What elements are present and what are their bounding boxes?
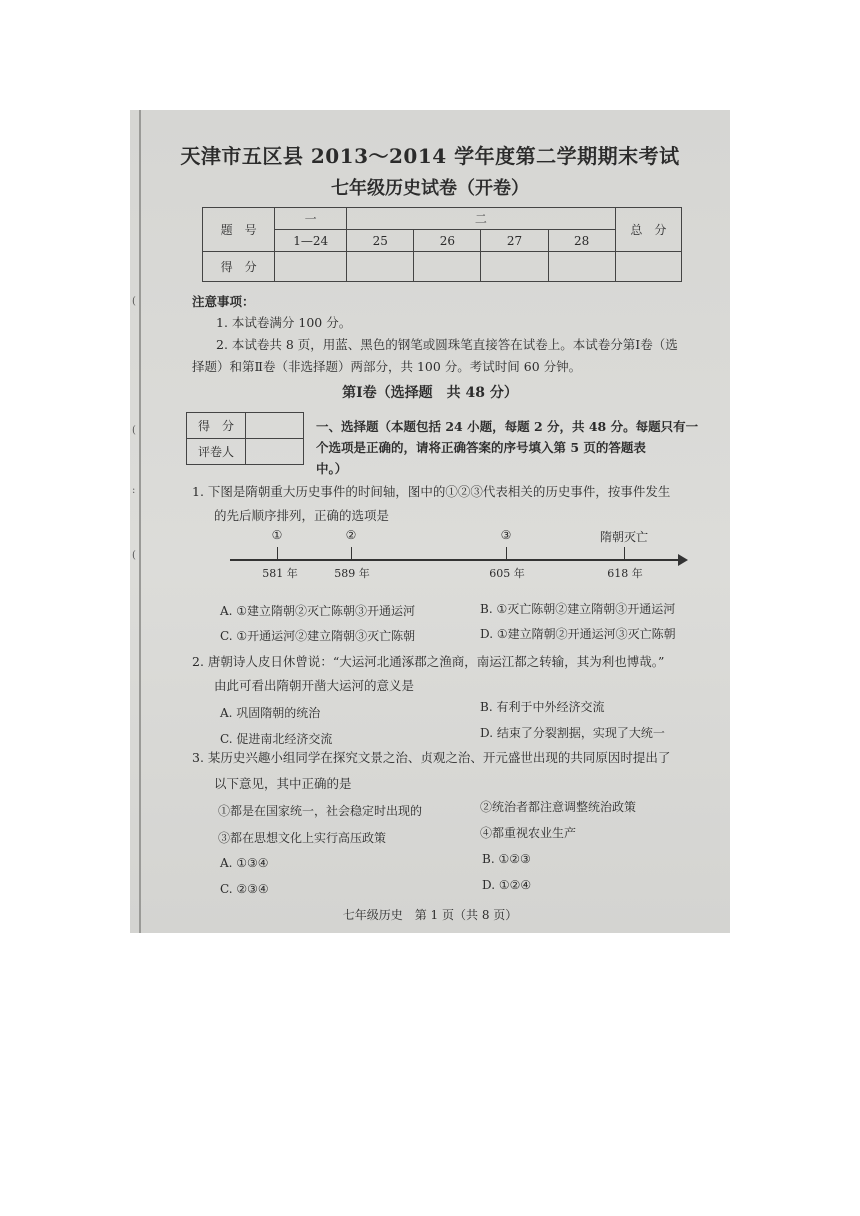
notes-heading: 注意事项： [192, 294, 255, 309]
timeline-tick [624, 547, 625, 559]
grader-name-label: 评卷人 [187, 439, 246, 465]
score-cell [615, 252, 681, 282]
statement: ①都是在国家统一，社会稳定时出现的 [218, 804, 423, 818]
timeline-year-label: 589 年 [334, 567, 370, 580]
answer-option: A. 巩固隋朝的统治 [220, 706, 321, 720]
score-cell [347, 252, 414, 282]
note-item: 2. 本试卷共 8 页，用蓝、黑色的钢笔或圆珠笔直接答在试卷上。本试卷分第Ⅰ卷（选 [216, 337, 678, 352]
exam-title: 天津市五区县 2013～2014 学年度第二学期期末考试 [180, 144, 680, 168]
section-instructions: 个选项是正确的，请将正确答案的序号填入第 5 页的答题表 [316, 440, 646, 455]
score-col-header: 26 [414, 230, 481, 252]
answer-option: D. 结束了分裂割据，实现了大统一 [480, 726, 665, 740]
grader-score-label: 得 分 [187, 413, 246, 439]
answer-option: C. ①开通运河②建立隋朝③灭亡陈朝 [220, 629, 416, 643]
section-instructions: 一、选择题（本题包括 24 小题，每题 2 分，共 48 分。每题只有一 [316, 419, 699, 434]
timeline-event-label: 隋朝灭亡 [599, 530, 649, 544]
score-table [202, 207, 682, 282]
timeline-year-label: 581 年 [262, 567, 298, 580]
timeline-event-label: ① [271, 528, 283, 542]
timeline-event-label: ② [345, 528, 357, 542]
score-col-header: 25 [347, 230, 414, 252]
answer-option: A. ①建立隋朝②灭亡陈朝③开通运河 [220, 604, 416, 618]
statement: ②统治者都注意调整统治政策 [480, 800, 637, 814]
question-text: 2. 唐朝诗人皮日休曾说：“大运河北通涿郡之渔商，南运江都之转输，其为利也博哉。” [192, 654, 665, 669]
timeline-arrow [678, 554, 688, 566]
timeline-tick [506, 547, 507, 559]
statement: ③都在思想文化上实行高压政策 [218, 831, 387, 845]
page-fold-line [139, 110, 141, 933]
note-item: 择题）和第Ⅱ卷（非选择题）两部分，共 100 分。考试时间 60 分钟。 [192, 359, 582, 374]
question-text: 以下意见，其中正确的是 [214, 776, 352, 791]
timeline-axis [230, 559, 680, 561]
timeline-year-label: 618 年 [607, 567, 643, 580]
exam-subtitle: 七年级历史试卷（开卷） [331, 178, 529, 199]
score-col-header: 1—24 [275, 230, 347, 252]
section-heading: 第Ⅰ卷（选择题 共 48 分） [342, 385, 518, 401]
part-one-header: 一 [275, 208, 347, 230]
question-text: 1. 下图是隋朝重大历史事件的时间轴，图中的①②③代表相关的历史事件，按事件发生 [192, 484, 671, 499]
grader-table [186, 412, 304, 465]
total-score-label: 总 分 [615, 208, 681, 252]
timeline-year-label: 605 年 [489, 567, 525, 580]
answer-option: D. ①建立隋朝②开通运河③灭亡陈朝 [480, 627, 676, 641]
score-cell [548, 252, 615, 282]
timeline-tick [277, 547, 278, 559]
answer-option: B. 有利于中外经济交流 [480, 700, 605, 714]
score-col-header: 28 [548, 230, 615, 252]
timeline-tick [351, 547, 352, 559]
edge-mark: ( [132, 550, 136, 561]
answer-option: B. ①灭亡陈朝②建立隋朝③开通运河 [480, 602, 676, 616]
question-text: 由此可看出隋朝开凿大运河的意义是 [214, 678, 415, 693]
edge-mark: ( [132, 425, 136, 436]
answer-option: C. 促进南北经济交流 [220, 732, 333, 746]
score-col-header: 27 [481, 230, 548, 252]
page-footer: 七年级历史 第 1 页（共 8 页） [342, 908, 518, 922]
question-text: 3. 某历史兴趣小组同学在探究文景之治、贞观之治、开元盛世出现的共同原因时提出了 [192, 750, 671, 765]
answer-option: B. ①②③ [482, 852, 531, 866]
part-two-header: 二 [347, 208, 615, 230]
question-text: 的先后顺序排列，正确的选项是 [214, 508, 390, 523]
score-cell [414, 252, 481, 282]
timeline-diagram [230, 526, 690, 586]
edge-mark: : [132, 485, 136, 496]
grader-name-cell [246, 439, 304, 465]
score-cell [275, 252, 347, 282]
statement: ④都重视农业生产 [480, 826, 577, 840]
edge-mark: ( [132, 296, 136, 307]
exam-page-photo [130, 110, 730, 933]
answer-option: D. ①②④ [482, 878, 532, 892]
section-instructions: 中。） [316, 461, 348, 476]
grader-score-cell [246, 413, 304, 439]
score-cell [481, 252, 548, 282]
answer-option: C. ②③④ [220, 882, 269, 896]
answer-option: A. ①③④ [220, 856, 269, 870]
score-row-label: 得 分 [203, 252, 275, 282]
timeline-event-label: ③ [500, 528, 512, 542]
note-item: 1. 本试卷满分 100 分。 [216, 315, 352, 330]
question-number-label: 题 号 [203, 208, 275, 252]
